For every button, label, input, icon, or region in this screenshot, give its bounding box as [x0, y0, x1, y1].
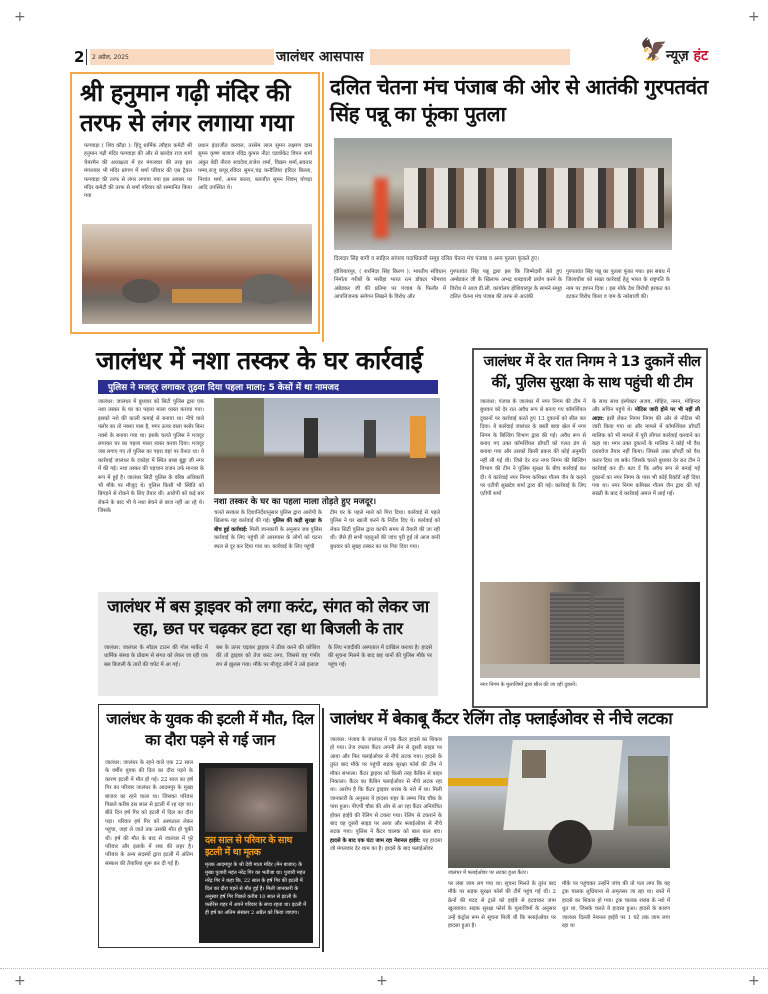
brand-name-part1: न्यूज़ — [666, 48, 689, 64]
page-number: 2 — [74, 48, 85, 66]
article-text-col2: बस के ऊपर चढ़कर ड्राइवर ने ठीक करने की कोशिश की तो ड्राइवर को तेज करंट लगा, जिससे वह गंभीर रुप से झुलस गया। मौके पर मौजूद लोगों ने उसे इलाज — [216, 645, 320, 668]
subhead-banner — [98, 380, 438, 394]
text-para: के साथ साथ इंस्पेक्टर अजय, मोहित, नमन, मोहिन्दर और सचिन पहुंचे थे। — [592, 399, 700, 414]
headline: जालंधर में बेकाबू कैंटर रेलिंग तोड़ फ्लाईओवर से नीचे लटका — [330, 709, 673, 728]
section-band — [370, 49, 570, 65]
article-dalit-chetna — [322, 72, 710, 342]
article-hanuman-langar — [70, 72, 320, 334]
photo-caption: नगर निगम के मुलाजिमों द्वारा सील की जा रही दुकानें। — [480, 682, 577, 688]
sub-heading: पुलिस की कड़ी सुरक्षा के बीच हुई कार्रवाई: — [214, 518, 322, 533]
article-text-col1: जालंधर: पंजाब के जालंधर में नगर निगम की टीम ने बुधवार को देर रात अवैध रूप से बनाए गए कॉमर्शियल दुकानों पर कार्रवाई करते हुए 13 दुकानों को सील कर दिया। ये कार्रवाई जालंधर के बस्ती बावा खेल में नगर निगम के बिल्डिंग विभाग द्वारा की गई। अवैध रूप से बनाए गए उक्त कॉमर्शियल प्रॉपर्टी को गलत ढंग से बनाया गया और उसको किसी प्रकार की कोई अनुमति नहीं ली गई थी। जिसे देर रात नगर निगम की बिल्डिंग विभाग की टीम ने पुलिस सुरक्षा के बीच कार्रवाई कर दी। ये कार्रवाई नगर निगम कमिश्नर गौतम जैन के कहने पर एटीपी सुखदेव शर्मा द्वारा की गई। कार्रवाई के लिए एटीपी शर्मा — [480, 399, 586, 498]
headline: जालंधर में नशा तस्कर के घर कार्रवाई — [96, 346, 423, 375]
hand-photo — [205, 768, 307, 832]
article-text-col3: गुरपतवंत सिंह पन्नू का पुतला फूंका गया। इस संबंध में जिलाधीश को सख्त कार्रवाई हेतु भारत के राष्ट्रपति के नाम पर ज्ञापन दिया । इस मोके देश विरोधी हरकत का डटकर विरोध किया व जम के नारेबाजी की। — [566, 269, 670, 301]
section-title: जालंधर आसपास — [276, 49, 364, 65]
box-text: मृतक आदमपुर के श्री देवी माता मंदिर (मेन बाजार) के मुख्य पुजारी महंत नरेंद्र गिर का भतीजा था। पुजारी महंत नरेंद्र गिर ने कहा कि, 22 साल के हर्ष गिर की इटली में दिल का दौरा पड़ने से मौत हुई है। मिली जानकारी के अनुसार हर्ष गिर पिछले करीब 10 साल से इटली के फ्लोरेंस शहर में अपने परिवार के साथ रहता था। इटली में ही हर्ष का अंतिम संस्कार 2 अप्रैल को किया जाएगा। — [205, 862, 307, 916]
sub-heading: नोटिस जारी होने पर भी नहीं ली आज्ञा: — [592, 407, 700, 422]
crop-mark: + — [748, 973, 760, 989]
article-drug-smuggler — [70, 344, 470, 590]
headline: श्री हनुमान गढ़ी मंदिर की तरफ से लंगर लगाया गया — [80, 79, 294, 137]
sealed-shops-photo — [480, 582, 700, 678]
article-text-col3: के लिए नजदीकी अस्पताल में दाखिल कराया है। हादसे की सूचना मिलने के बाद छह थानों की पुलिस मौके पर पहुंच गई। — [328, 645, 432, 668]
box-title: दस साल से परिवार के साथ इटली में था मृतक — [205, 835, 292, 858]
article-text-col1: जालंधर: जालंधर में बुधवार को सिटी पुलिस द्वारा एक नशा तस्कर के घर का पहला माला ध्वस्त कराया गया। इसको नशे की काली कमाई से बनाया था। नीचे वाले फ्लोर का तो नक्शा पास है, मगर ऊपर वाला फ्लोर बिना नक्शे के बनाया गया था। इसके चलते पुलिस ने मजदूर लगाकर घर का पहला माला ध्वस्त करवा दिया। मजदूर जब लगाए गए तो पुलिस का पहरा वहां पर तैनात था। ये कार्रवाई जालंधर के दकोहा में स्थित बाबा बुड्ढा जी नगर में की गई। नशा तस्कर की पहचान राजन उर्फ मान्जर के रूप में हुई है। जालंधर सिटी पुलिस के वरिष्ठ अधिकारी भी मौके पर मौजूद थे। पुलिस किसी भी स्थिति को बिगड़ने से रोकने के लिए तैयार थी। आरोपी को कई बार रोकने के बाद भी वे नशा बेचने से बाज नहीं आ रहे थे। जिसके — [98, 399, 204, 515]
article-text-col1 — [330, 736, 442, 854]
photo-caption: दिलदार सिंह बागी व साहिल सांपला पदाधिकारी समूह दलित चेतना मंच पंजाब व अन्य पुतला फूंकते हुए। — [334, 256, 540, 262]
subhead-text: पुलिस ने मजदूर लगाकर तुड़वा दिया पहला माला; 5 केसों में था नामजद — [108, 383, 339, 393]
text-para: इसी लेकर निगम निगम की ओर से नोटिस भी जारी किया गया था और मामले में कॉमर्शियल प्रॉपर्टी मालिक को भी मामले में पूरी लीगल कार्रवाई करवाने का कहा था। मगर उक्त दुकानों के मालिक ने कोई भी वैध दस्तावेज तैयार नहीं किया। जिससे उक्त प्रॉपर्टी को वैध करार दिया जा सके। जिसके चलते बुधवार देर रात टीम ने कार्रवाई कर दी। बता दें कि अवैध रूप से बनाई गई दुकानों का नगर निगम के पास भी कोई रिकॉर्ड नहीं दिया गया था। नगर निगम कमिश्नर गौतम जैन द्वारा की गई सख्ती के बाद ये कार्रवाई अमल में लाई गई। — [592, 415, 700, 498]
headline: दलित चेतना मंच पंजाब की ओर से आतंकी गुरपतवंत सिंह पन्नू का फूंका पुतला — [330, 75, 708, 126]
eagle-logo-icon: 🦅 — [640, 38, 668, 63]
crop-mark: + — [748, 9, 760, 25]
text-para: चलते सरकार के दिशानिर्देशानुसार पुलिस द्वारा आरोपी के खिलाफ यह कार्रवाई की गई। — [214, 510, 322, 525]
article-canter-flyover — [322, 708, 710, 952]
date-band — [90, 49, 274, 65]
article-text-col1: जालंधर: जालंधर के मॉडल टाउन की गोल मार्केट में धार्मिक संस्था के प्रोग्राम से संगत को लेकर जा रही एक बस बिजली के तारों की चपेट में आ गई। — [104, 645, 208, 668]
text-para: मिली जानकारी के अनुसार जब पुलिस कार्रवाई के लिए पहुंची तो आसपास के लोगों को घटना स्थल से दूर कर दिया गया था। कार्रवाई के लिए पहुंची — [214, 526, 323, 550]
photo-caption: जालंधर में फ्लाईओवर पर लटका हुआ कैंटर। — [448, 870, 528, 876]
brand-name-part2: हंट — [693, 48, 709, 64]
text-para: यह हादसा जो मंगलवार देर शाम का है। हादसे के बाद फ्लाईओवर — [330, 837, 442, 853]
crop-mark: + — [14, 973, 26, 989]
article-italy-death — [98, 704, 320, 948]
article-text-col2 — [592, 398, 700, 499]
date: 2 अप्रैल, 2025 — [92, 54, 129, 61]
sub-heading: हादसे के बाद एक घंटा जाम रहा नेशनल हाईवे: — [330, 837, 421, 844]
canter-truck-photo — [448, 736, 670, 868]
headline: जालंधर में देर रात निगम ने 13 दुकानें सील कीं, पुलिस सुरक्षा के साथ पहुंची थी टीम — [483, 354, 701, 391]
headline: जालंधर में बस ड्राइवर को लगा करंट, संगत को लेकर जा रहा, छत पर चढ़कर हटा रहा था बिजली के तार — [107, 597, 429, 638]
article-text-col2 — [214, 509, 322, 551]
brand-logo — [666, 46, 708, 65]
demolition-photo — [214, 398, 440, 494]
headline: जालंधर के युवक की इटली में मौत, दिल का दौरा पड़ने से गई जान — [106, 710, 314, 749]
article-text-col1: जालंधर: जालंधर के रहने वाले एक 22 साल के वर्षीय युवक की दिल का दौरा पड़ने के कारण इटली में मौत हो गई। 22 साल का हर्ष गिर का परिवार जालंधर के आदमपुर के मुख्य बाजार का रहने वाला था। जिसका परिवार पिछले करीब दस साल से इटली में रह रहा था। बीते दिन हर्ष गिर को इटली में दिल का दौरा पड़ा। परिवार हर्ष गिर को अस्पताल लेकर पहुंचा, जहां ले जाते तक उसकी मौत हो चुकी थी। हर्ष की मौत के बाद से जालंधर में पूरे परिवार और इलाके में शक की लहर है। परिवार के अन्य सदस्यों द्वारा इटली में अंतिम संस्कार की तैयारियां शुरू कर दी गई हैं। — [105, 760, 193, 867]
article-text-col3: टीम घर के पहले माले को गिरा दिया। कार्रवाई से पहले पुलिस ने घर खाली करने के निर्देश दिए थे। कार्रवाई को लेकर सिटी पुलिस द्वारा काफी समय से तैयारी की जा रही थी। जैसे ही सभी पहलुओं की जांच पूरी हुई तो आज यानी बुधवार को सुबह तस्कर का घर गिरा दिया गया। — [330, 510, 440, 550]
article-text-col1: फगवाड़ा ( शिव कौड़ा ): हिंदू धार्मिक त्यौहार कमेटी श्री हनुमान गढ़ी मंदिर फगवाड़ा की और से बलदेव राज शर्मा चेयरमैन की अध्यक्षता में हर मंगलवार की तरह इस मंगलवार भी मंदिर प्रांगण में शर्मा परिवार की एस ट्रैवल फगवाड़ा की तरफ से लंगर लगाया गया इस अवसर पर मंदिर कमेटी की तरफ से शर्मा परिवार को सम्मानित किया गया — [84, 143, 192, 200]
effigy-protest-photo — [334, 138, 672, 250]
crop-mark: + — [376, 973, 388, 989]
langar-photo — [82, 224, 312, 324]
article-text-col2: गुरपतवंत सिंह पन्नू द्वारा इस कि जिम्मेदारी लेते हुए अम्बेडकर जी के खिलाफ अभद्र शब्दावली प्रयोग करने के विरोध मे आज डी.सी. कार्यालय होशियारपुर के सामने समूह दलित चेतना मंच पंजाब की तरफ से आतंकी — [450, 269, 562, 301]
article-text-col3: मौके पर पहुंचकर उन्होंने जांच की तो पता लगा कि यह ट्रक चालक लुधियाना से अमृतसर जा रहा था। रास्ते में हादसे का शिकार हो गया। ट्रक चालक शराब के नशे में धुत था, जिसके चलते ये हादसा हुआ। हादसे के कारण जालंधर दिल्ली नेशनल हाईवे पर 1 घंटे तक जाम लगा रहा था — [562, 881, 670, 930]
text-para: जालंधर: पंजाब के जालंधर में एक कैंटर हादसे का शिकार हो गया। तेज रफ्तार कैंटर अपनी लेन से दूसरी साइड पर आया और फिर फ्लाईओवर से नीचे लटक गया। हादसे के तुरंत बाद मौके पर पहुंची सड़क सुरक्षा फोर्स की टीम ने मौका संभाला। कैंटर ड्राइवर को किसी तरह कैबिन से बाहर निकाला। कैंटर का कैबिन फ्लाईओवर से नीचे लटक रहा था। आरोप है कि कैंटर ड्राइवर शराब के नशे में था। मिली जानकारी के अनुसार ये हादसा शहर के लम्मा पिंड चौक के पास हुआ। पीएपी चौक की ओर से आ रहा कैंटर अनियंत्रित होकर हाईवे की रेलिंग से टकरा गया। रेलिंग से टकराने के बाद वह दूसरी साइड पर आया और फ्लाईओवर से नीचे लटक गया। पुलिस ने कैंटर चालक को बाल बाल बच। — [330, 737, 442, 836]
registration-mark — [0, 968, 768, 969]
article-text-col2: पर लंबा जाम लग गया था। सूचना मिलते के तुरंत बाद मौके पर सड़क सुरक्षा फोर्स की टीमें पहुंच गई थी। 2 क्रेनों की मदद से ट्राले को हाईवे से हटवाकर जाम खुलवाया। सड़क सुरक्षा फोर्स के मुलाजिमों के अनुसार उन्हें कंट्रोल रूम से सूचना मिली थी कि फ्लाईओवर पर हादसा हुआ है। — [448, 881, 556, 930]
article-text-col1: होशियारपुर, ( शरमिंदर सिंह किरण ): भारतीय संविधान निर्माता गरीबों के मसीहा भारत रत्न डॉक्टर भीमराव अंबेडकर जी की प्रतिमा पर पंजाब के फिलौर में आपत्तिजनक स्लोगन लिखने के विरोध और — [334, 269, 446, 301]
crop-mark: + — [14, 9, 26, 25]
article-bus-driver — [98, 592, 438, 696]
page-header — [70, 38, 710, 68]
article-text-col2: प्रधान इंदरजीत करवल, तरसेम लाल सुमन लक्ष्मण दास सुमन कृष्ण बजाज रविंद्र कुमार नीटा एडवोकेट विपन शर्मा अंकुर बेदी नीरज सचदेवा,राजेश शर्मा, विक्रम शर्मा,अवतार पम्मा,राजू कपूर,रविंदर सुमन,चंद्र कनौजिया हरिंदर बिल्ला, निशांत शर्मा, अमन काला, बलजीत सुमन शिवम् चोपड़ा आदि उपस्थित थे। — [198, 143, 312, 192]
sidebar-box — [199, 763, 313, 943]
divider — [86, 49, 87, 65]
photo-caption: नशा तस्कर के घर का पहला माला तोड़ते हुए मजदूर। — [214, 497, 377, 507]
article-shops-sealed — [472, 348, 708, 708]
